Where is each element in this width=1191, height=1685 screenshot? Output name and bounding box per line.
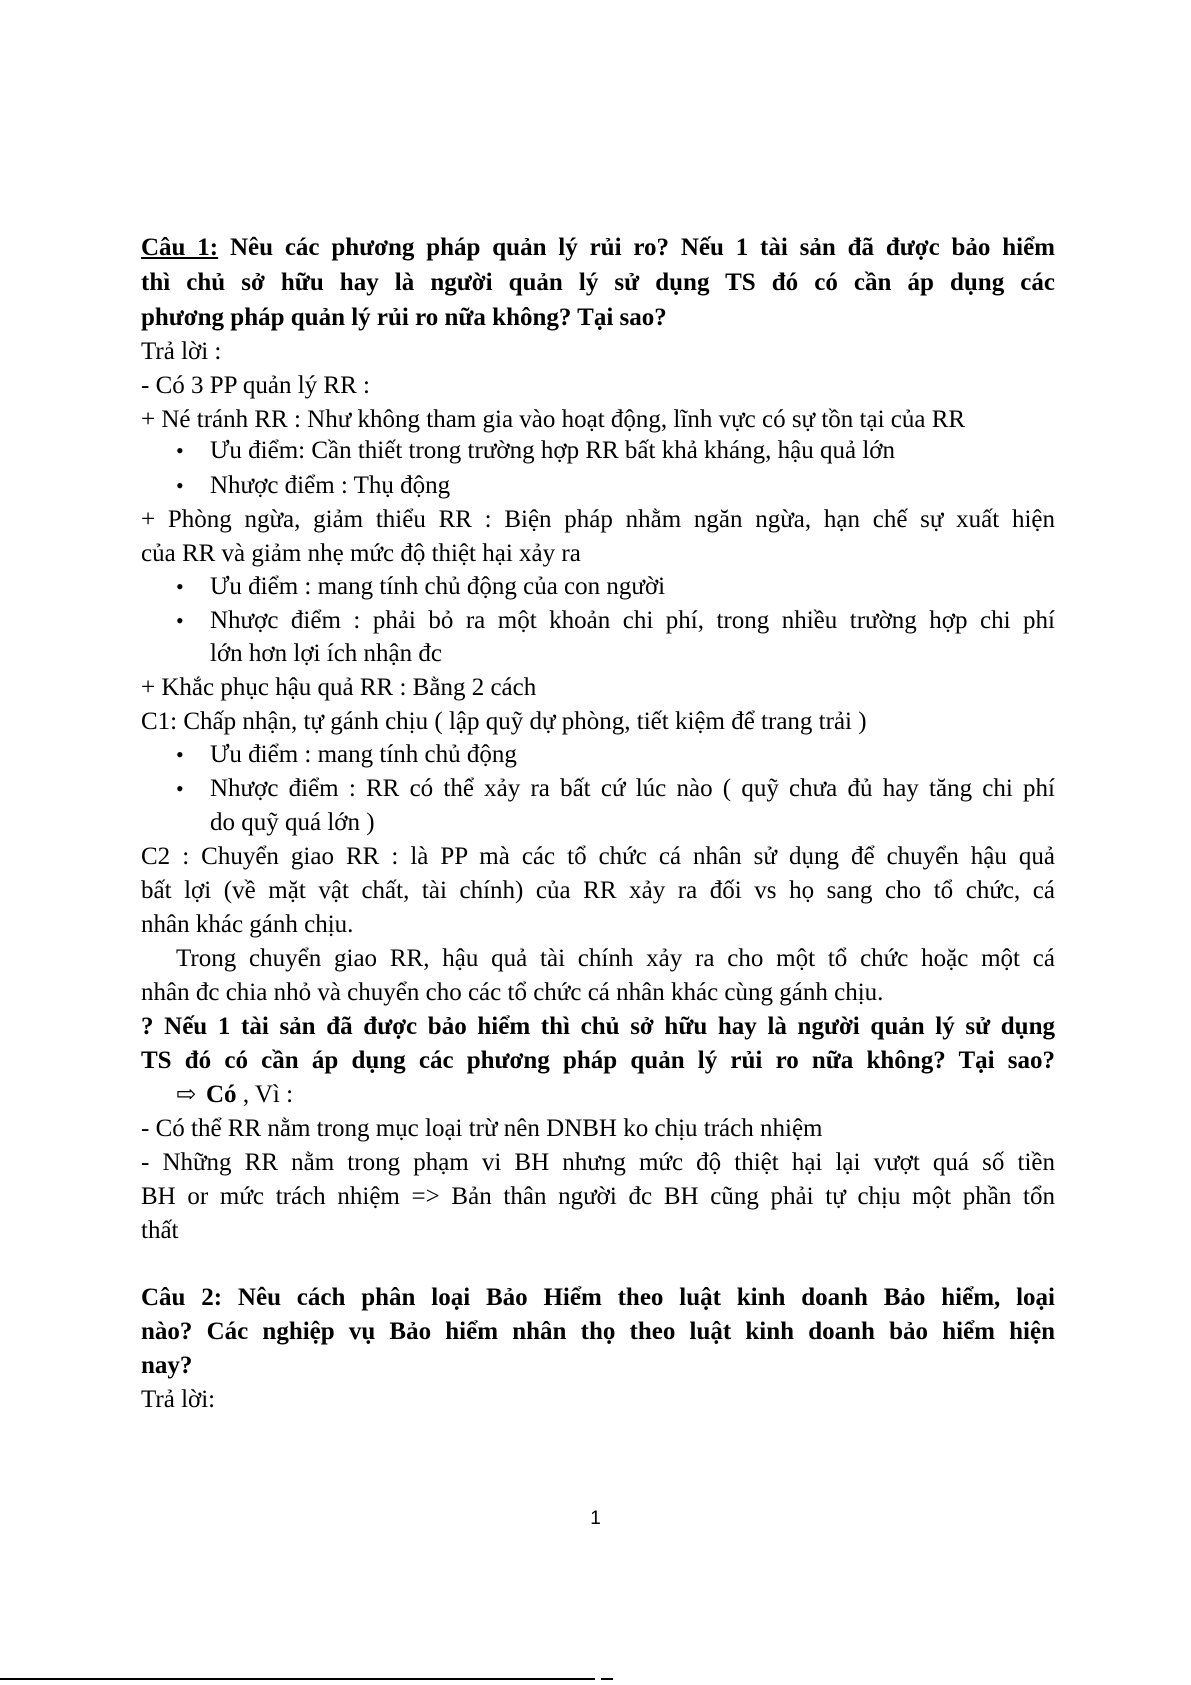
q2-title-line-2: nào? Các nghiệp vụ Bảo hiểm nhân thọ theo luật kinh doanh bảo hiểm hiện [141,1318,1055,1345]
reason-2-line-1: - Những RR nằm trong phạm vi BH nhưng mức độ thiệt hại lại vượt quá số tiền [141,1149,1055,1176]
option-c1-pro: Ưu điểm : mang tính chủ động [210,741,517,768]
option-c2-line-1: C2 : Chuyển giao RR : là PP mà các tổ chức cá nhân sử dụng để chuyển hậu quả [141,843,1055,870]
bullet-icon: • [176,574,184,599]
answer-yes-line [206,1080,293,1110]
q2-answer-label: Trả lời: [141,1386,216,1413]
q1-intro: - Có 3 PP quản lý RR : [141,372,370,399]
answer-yes: Có [206,1081,237,1108]
reason-2-line-2: BH or mức trách nhiệm => Bản thân người đc BH cũng phải tự chịu một phần tổn [141,1183,1055,1210]
transfer-paragraph-line-1: Trong chuyển giao RR, hậu quả tài chính xảy ra cho một tổ chức hoặc một cá [176,945,1055,972]
q1-title-line-3: phương pháp quản lý rủi ro nữa không? Tại sao? [141,304,667,331]
arrow-right-icon: ⇨ [176,1082,197,1108]
method-3: + Khắc phục hậu quả RR : Bằng 2 cách [141,674,537,701]
q1-label: Câu 1: [141,234,219,261]
method-2-pro: Ưu điểm : mang tính chủ động của con người [210,573,666,600]
option-c1-con-line-2: do quỹ quá lớn ) [210,809,375,836]
bottom-divider [0,1678,595,1680]
q2-title-text-1: Nêu cách phân loại Bảo Hiểm theo luật kinh doanh Bảo hiểm, loại [222,1284,1055,1311]
reason-2-line-3: thất [141,1217,179,1244]
q1-title-line-2: thì chủ sở hữu hay là người quản lý sử dụng TS đó có cần áp dụng các [141,269,1055,296]
method-2-con-line-1: Nhược điểm : phải bỏ ra một khoản chi phí, trong nhiều trường hợp chi phí [210,607,1055,634]
option-c1: C1: Chấp nhận, tự gánh chịu ( lập quỹ dự phòng, tiết kiệm để trang trải ) [141,708,867,735]
q2-title-line-1 [141,1283,1055,1313]
sub-question-line-1: ? Nếu 1 tài sản đã được bảo hiểm thì chủ sở hữu hay là người quản lý sử dụng [141,1013,1055,1040]
bullet-icon: • [176,438,184,463]
bullet-icon: • [176,608,184,633]
q2-label: Câu 2: [141,1284,223,1311]
option-c2-line-2: bất lợi (về mặt vật chất, tài chính) của RR xảy ra đối vs họ sang cho tổ chức, cá [141,877,1055,904]
bullet-icon: • [176,776,184,801]
method-2-con-line-2: lớn hơn lợi ích nhận đc [210,640,442,667]
sub-question-line-2: TS đó có cần áp dụng các phương pháp quản lý rủi ro nữa không? Tại sao? [141,1047,1055,1074]
answer-because: , Vì : [236,1081,294,1108]
q1-title-line-1 [141,233,1055,263]
transfer-paragraph-line-2: nhân đc chia nhỏ và chuyển cho các tổ chức cá nhân khác cùng gánh chịu. [141,979,884,1006]
method-1-con: Nhược điểm : Thụ động [210,472,451,499]
method-2-line-1: + Phòng ngừa, giảm thiểu RR : Biện pháp nhằm ngăn ngừa, hạn chế sự xuất hiện [141,506,1055,533]
q1-title-text-1: Nêu các phương pháp quản lý rủi ro? Nếu 1 tài sản đã được bảo hiểm [218,234,1055,261]
method-1: + Né tránh RR : Như không tham gia vào hoạt động, lĩnh vực có sự tồn tại của RR [141,406,966,433]
option-c1-con-line-1: Nhược điểm : RR có thể xảy ra bất cứ lúc nào ( quỹ chưa đủ hay tăng chi phí [210,775,1055,802]
page-number: 1 [590,1508,601,1529]
q2-title-line-3: nay? [141,1352,193,1379]
method-2-line-2: của RR và giảm nhẹ mức độ thiệt hại xảy ra [141,540,581,567]
bottom-divider-short [601,1678,613,1680]
bullet-icon: • [176,473,184,498]
bullet-icon: • [176,742,184,767]
option-c2-line-3: nhân khác gánh chịu. [141,911,354,938]
reason-1: - Có thể RR nằm trong mục loại trừ nên DNBH ko chịu trách nhiệm [141,1115,823,1142]
method-1-pro: Ưu điểm: Cần thiết trong trường hợp RR bất khả kháng, hậu quả lớn [210,437,896,464]
q1-answer-label: Trả lời : [141,338,222,365]
